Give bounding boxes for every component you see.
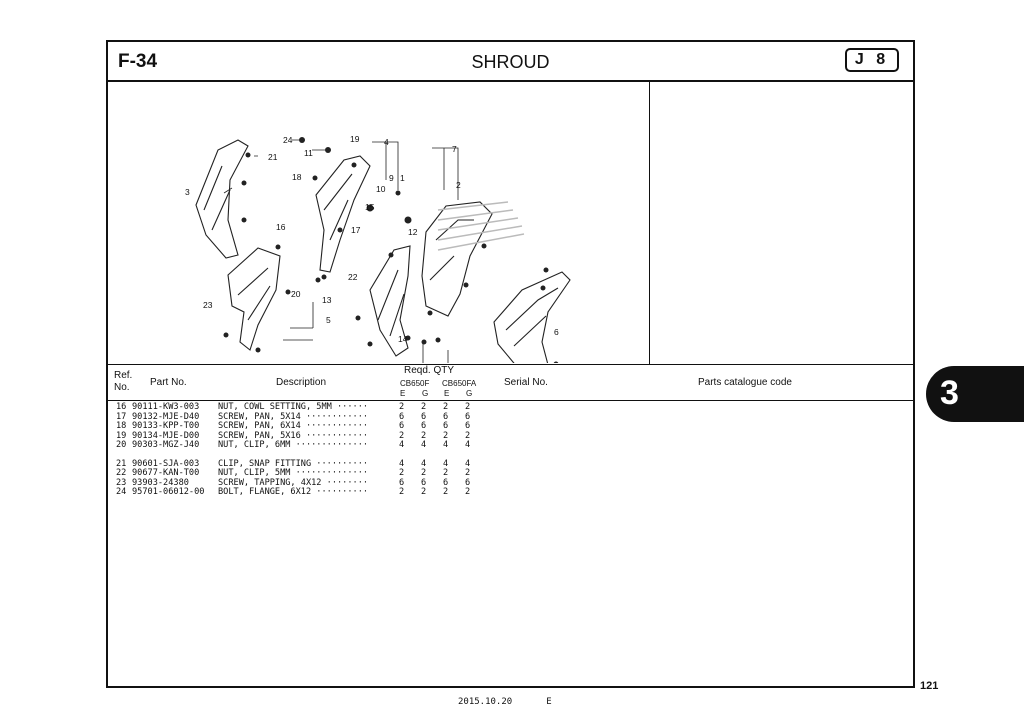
col-model-cb650f: CB650F [400,379,430,388]
group-code-badge: J 8 [845,48,899,72]
parts-table-header [108,365,913,401]
table-row: 20 90303-MGZ-J40 NUT, CLIP, 6MM ·············· 4 4 4 4 [116,440,471,450]
fastener-symbols [224,137,559,363]
table-row: 23 93903-24380 SCREW, TAPPING, 4X12 ········ 6 6 6 6 [116,477,471,488]
ref-label: 10 [376,184,386,194]
ref-label: 9 [389,173,394,183]
shroud-exploded-view [108,80,648,363]
ref-label: 5 [326,315,331,325]
col-ref: Ref. [114,370,133,381]
col-serial-no: Serial No. [504,377,548,388]
lower-bracket-left [228,248,280,350]
page-footer [458,697,552,707]
diagram-blank-panel [650,80,915,365]
col-g: G [466,389,473,398]
side-cover-outer-stripes [506,288,558,346]
ref-label: 1 [400,173,405,183]
ref-label: 15 [365,202,375,212]
arrow-label [133,361,149,363]
ref-label: 20 [291,289,301,299]
ref-label: 11 [304,148,313,158]
inner-panel-left [196,140,248,258]
ref-label: 6 [554,327,559,337]
section-code: F-34 [118,51,158,72]
page-number: 121 [920,680,939,692]
parts-table-body [108,403,913,498]
page-header [108,42,913,82]
col-e: E [444,389,450,398]
section-tab-number: 3 [940,374,959,412]
leader-lines [224,140,458,363]
table-row: 18 90133-KPP-T00 SCREW, PAN, 6X14 ············ 6 6 6 6 [116,421,471,431]
ref-label: 13 [322,295,332,305]
ref-label: 12 [408,227,418,237]
footer-edition: E [546,697,552,707]
col-description: Description [276,377,327,388]
catalogue-page-frame [106,40,915,688]
ref-label: 3 [185,187,190,197]
col-e: E [400,389,406,398]
shroud-main [422,202,492,316]
ref-label: 16 [276,222,286,232]
ref-label: 22 [348,272,358,282]
table-row: 17 90132-MJE-D40 SCREW, PAN, 5X14 ············ 6 6 6 6 [116,411,471,422]
footer-date: 2015.10.20 [458,697,513,707]
col-reqd-qty: Reqd. QTY [404,365,455,376]
ref-number-labels [185,134,559,363]
table-row: 19 90134-MJE-D00 SCREW, PAN, 5X16 ············ 2 2 2 2 [116,430,471,441]
upper-frame-center [316,156,370,272]
ref-label: 24 [283,135,293,145]
ref-label: 4 [384,137,389,147]
col-no: No. [114,382,130,393]
col-part-no: Part No. [150,377,187,388]
table-row: 22 90677-KAN-T00 NUT, CLIP, 5MM ·············· 2 2 2 2 [116,468,471,478]
ref-label: 18 [292,172,302,182]
col-catalogue-code: Parts catalogue code [698,377,792,388]
table-row: 21 90601-SJA-003 CLIP, SNAP FITTING ·········· 4 4 4 4 [116,458,471,469]
side-cover-outer [494,272,570,363]
ref-label: 23 [203,300,213,310]
ref-label: 21 [268,152,278,162]
col-g: G [422,389,429,398]
col-model-cb650fa: CB650FA [442,379,477,388]
page-title: SHROUD [471,52,550,72]
ref-label: 17 [351,225,361,235]
table-row: 24 95701-06012-00 BOLT, FLANGE, 6X12 ·········· 2 2 2 2 [116,487,471,497]
section-tab [926,366,1024,422]
ref-label: 2 [456,180,461,190]
front-direction-arrow [120,361,148,363]
exploded-diagram [108,80,650,365]
table-row: 16 90111-KW3-003 NUT, COWL SETTING, 5MM ······ 2 2 2 2 [116,402,471,412]
shroud-main-detail [430,220,474,280]
lower-bracket-center-detail [378,270,404,336]
ref-label: 19 [350,134,360,144]
ref-label: 7 [452,144,457,154]
ref-label: 14 [398,334,408,344]
